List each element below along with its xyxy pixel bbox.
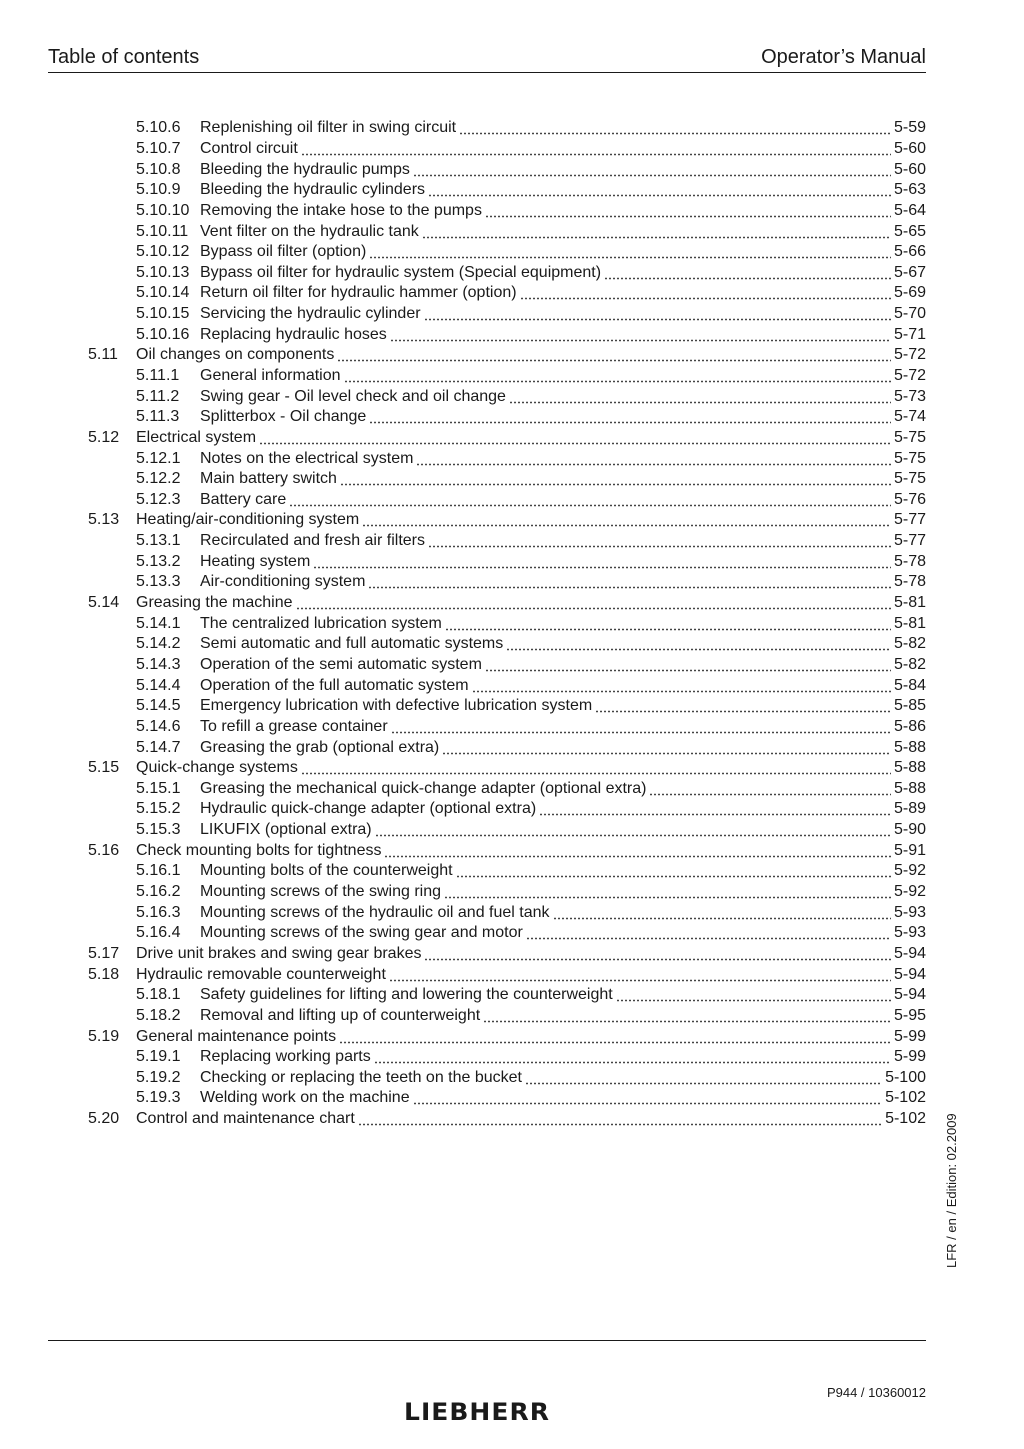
toc-entry-number: 5.11.3 (136, 408, 180, 426)
toc-entry-title: General maintenance points (136, 1027, 337, 1045)
toc-leader-dots (301, 758, 891, 778)
toc-entry-page: 5-100 (885, 1068, 926, 1086)
toc-entry-number: 5.19.3 (136, 1089, 181, 1107)
toc-entry-number: 5.17 (88, 944, 120, 962)
toc-leader-dots (424, 944, 890, 964)
toc-leader-dots (368, 572, 891, 592)
table-of-contents (88, 118, 926, 1129)
toc-entry[interactable] (88, 469, 926, 490)
toc-entry[interactable] (88, 448, 926, 469)
toc-entry[interactable] (88, 1067, 926, 1088)
toc-entry-page: 5-94 (893, 944, 926, 962)
toc-entry-number: 5.16.2 (136, 883, 181, 901)
toc-entry-title: Greasing the machine (136, 594, 293, 612)
toc-entry-number: 5.11 (88, 346, 118, 364)
toc-entry[interactable] (88, 283, 926, 304)
toc-entry-title: Heating/air-conditioning system (136, 511, 360, 529)
toc-leader-dots (344, 366, 891, 386)
toc-entry-number: 5.10.8 (136, 160, 181, 178)
toc-entry[interactable] (88, 386, 926, 407)
toc-entry[interactable] (88, 985, 926, 1006)
toc-entry[interactable] (88, 799, 926, 820)
toc-entry-title: Removal and lifting up of counterweight (200, 1006, 481, 1024)
toc-entry[interactable] (88, 159, 926, 180)
toc-entry[interactable] (88, 779, 926, 800)
toc-entry[interactable] (88, 510, 926, 531)
toc-entry-title: Semi automatic and full automatic systems (200, 635, 504, 653)
toc-entry-title: Mounting screws of the swing ring (200, 883, 441, 901)
toc-entry-page: 5-72 (893, 367, 926, 384)
toc-entry-page: 5-94 (893, 986, 926, 1004)
toc-entry-page: 5-75 (893, 449, 926, 467)
toc-leader-dots (485, 655, 891, 675)
toc-entry[interactable] (88, 1006, 926, 1027)
toc-entry-title: Splitterbox - Oil change (200, 408, 367, 426)
toc-entry-title: LIKUFIX (optional extra) (200, 821, 372, 839)
toc-entry-page: 5-59 (893, 119, 926, 137)
toc-entry-number: 5.13.1 (136, 532, 181, 550)
toc-leader-dots (616, 985, 891, 1005)
toc-entry-title: Vent filter on the hydraulic tank (200, 222, 419, 240)
toc-entry-number: 5.16 (88, 841, 120, 859)
toc-entry-number: 5.19.1 (136, 1048, 181, 1066)
toc-entry-page: 5-84 (893, 676, 926, 694)
toc-entry[interactable] (88, 221, 926, 242)
toc-entry-title: Quick-change systems (136, 759, 298, 777)
toc-entry-number: 5.10.13 (136, 263, 190, 281)
toc-leader-dots (444, 882, 891, 902)
toc-entry-page: 5-67 (893, 263, 926, 281)
toc-entry-page: 5-74 (893, 408, 926, 426)
toc-entry-page: 5-85 (893, 697, 926, 715)
toc-entry-title: Greasing the mechanical quick-change adapter (optional extra) (200, 779, 647, 797)
toc-entry-number: 5.14.5 (136, 697, 181, 715)
toc-entry-title: Notes on the electrical system (200, 449, 414, 467)
toc-leader-dots (389, 965, 891, 985)
toc-entry[interactable] (88, 820, 926, 841)
toc-entry-page: 5-82 (893, 655, 926, 673)
toc-entry-title: Battery care (200, 490, 287, 508)
toc-entry-page: 5-71 (893, 325, 926, 343)
toc-leader-dots (506, 634, 891, 654)
toc-entry-number: 5.11.1 (136, 367, 180, 384)
toc-entry-title: The centralized lubrication system (200, 614, 442, 632)
toc-leader-dots (339, 1027, 891, 1047)
toc-entry[interactable] (88, 634, 926, 655)
toc-entry-page: 5-76 (893, 490, 926, 508)
toc-entry-page: 5-69 (893, 284, 926, 302)
toc-entry[interactable] (88, 1026, 926, 1047)
toc-entry[interactable] (88, 490, 926, 511)
toc-leader-dots (374, 1047, 891, 1067)
toc-entry-page: 5-73 (893, 387, 926, 405)
toc-entry[interactable] (88, 882, 926, 903)
toc-entry-title: Air-conditioning system (200, 573, 366, 591)
toc-leader-dots (472, 676, 891, 696)
toc-entry-number: 5.10.9 (136, 181, 181, 199)
toc-entry[interactable] (88, 139, 926, 160)
toc-entry-number: 5.14.2 (136, 635, 181, 653)
toc-leader-dots (422, 222, 891, 242)
toc-leader-dots (459, 118, 891, 138)
toc-leader-dots (445, 614, 891, 634)
toc-entry-number: 5.10.6 (136, 119, 181, 137)
toc-entry-page: 5-92 (893, 862, 926, 880)
toc-entry-page: 5-95 (893, 1006, 926, 1024)
toc-entry-title: Recirculated and fresh air filters (200, 532, 425, 550)
toc-leader-dots (483, 1006, 891, 1026)
toc-entry[interactable] (88, 551, 926, 572)
toc-entry-page: 5-63 (893, 181, 926, 199)
toc-entry-title: Bypass oil filter for hydraulic system (Special equipment) (200, 263, 602, 281)
toc-entry-title: Control and maintenance chart (136, 1110, 355, 1128)
toc-entry-page: 5-78 (893, 552, 926, 570)
toc-entry-title: Bleeding the hydraulic pumps (200, 160, 410, 178)
toc-entry-title: Emergency lubrication with defective lubrication system (200, 697, 593, 715)
toc-entry[interactable] (88, 593, 926, 614)
toc-entry-number: 5.10.7 (136, 139, 181, 157)
toc-entry-title: Hydraulic quick-change adapter (optional extra) (200, 800, 537, 818)
toc-entry-title: Oil changes on components (136, 346, 335, 364)
toc-leader-dots (358, 1109, 882, 1129)
toc-entry-page: 5-81 (893, 594, 926, 612)
toc-entry[interactable] (88, 1109, 926, 1130)
toc-entry[interactable] (88, 324, 926, 345)
toc-entry-page: 5-94 (893, 965, 926, 983)
toc-entry-page: 5-64 (893, 201, 926, 219)
toc-entry[interactable] (88, 531, 926, 552)
toc-entry[interactable] (88, 180, 926, 201)
toc-entry-number: 5.14.6 (136, 717, 181, 735)
toc-entry[interactable] (88, 407, 926, 428)
toc-entry-page: 5-82 (893, 635, 926, 653)
toc-entry[interactable] (88, 613, 926, 634)
toc-entry-number: 5.15 (88, 759, 120, 777)
toc-leader-dots (413, 160, 891, 180)
toc-entry-page: 5-88 (893, 779, 926, 797)
toc-entry-page: 5-102 (885, 1089, 926, 1107)
toc-entry-title: Main battery switch (200, 470, 337, 488)
toc-entry-number: 5.10.11 (136, 222, 189, 240)
toc-entry-page: 5-66 (893, 243, 926, 261)
toc-leader-dots (296, 593, 891, 613)
toc-entry-number: 5.18 (88, 965, 120, 983)
header-section-title: Table of contents (48, 46, 200, 68)
toc-entry-page: 5-102 (885, 1110, 926, 1128)
toc-leader-dots (337, 345, 891, 365)
toc-leader-dots (649, 779, 890, 799)
toc-leader-dots (456, 861, 891, 881)
toc-leader-dots (369, 242, 891, 262)
toc-leader-dots (520, 283, 891, 303)
toc-entry-title: Bleeding the hydraulic cylinders (200, 181, 426, 199)
toc-entry-number: 5.10.10 (136, 201, 190, 219)
toc-entry[interactable] (88, 345, 926, 366)
toc-leader-dots (391, 717, 891, 737)
toc-entry[interactable] (88, 201, 926, 222)
toc-leader-dots (428, 531, 891, 551)
toc-leader-dots (604, 263, 891, 283)
toc-entry-number: 5.15.3 (136, 821, 181, 839)
toc-entry[interactable] (88, 304, 926, 325)
toc-entry-page: 5-77 (893, 532, 926, 550)
toc-entry-page: 5-93 (893, 924, 926, 942)
toc-leader-dots (525, 1068, 882, 1088)
toc-entry[interactable] (88, 902, 926, 923)
toc-entry-page: 5-89 (893, 800, 926, 818)
toc-entry-page: 5-99 (893, 1027, 926, 1045)
toc-entry-number: 5.12.3 (136, 490, 181, 508)
toc-leader-dots (313, 552, 891, 572)
toc-entry-number: 5.18.1 (136, 986, 181, 1004)
toc-entry[interactable] (88, 840, 926, 861)
toc-entry-number: 5.20 (88, 1110, 120, 1128)
toc-entry[interactable] (88, 428, 926, 449)
toc-entry-number: 5.12 (88, 428, 120, 446)
toc-entry-title: Replenishing oil filter in swing circuit (200, 119, 457, 137)
toc-entry-title: General information (200, 367, 341, 384)
toc-entry-title: Mounting screws of the hydraulic oil and fuel tank (200, 903, 550, 921)
toc-leader-dots (553, 903, 891, 923)
toc-entry-number: 5.14.3 (136, 655, 181, 673)
toc-entry[interactable] (88, 675, 926, 696)
toc-entry-title: Check mounting bolts for tightness (136, 841, 382, 859)
toc-entry-number: 5.13.2 (136, 552, 181, 570)
toc-entry-number: 5.10.16 (136, 325, 190, 343)
toc-entry-page: 5-81 (893, 614, 926, 632)
toc-entry-number: 5.12.1 (136, 449, 181, 467)
toc-entry-page: 5-78 (893, 573, 926, 591)
toc-leader-dots (259, 428, 891, 448)
toc-entry-page: 5-72 (893, 346, 926, 364)
toc-entry-number: 5.10.15 (136, 305, 190, 323)
toc-entry-page: 5-88 (893, 759, 926, 777)
toc-entry-title: Swing gear - Oil level check and oil change (200, 387, 506, 405)
toc-entry-title: Greasing the grab (optional extra) (200, 738, 440, 756)
toc-entry-title: Drive unit brakes and swing gear brakes (136, 944, 422, 962)
toc-leader-dots (539, 799, 891, 819)
toc-entry-title: Heating system (200, 552, 311, 570)
page-header (48, 40, 926, 73)
toc-entry[interactable] (88, 964, 926, 985)
toc-leader-dots (375, 820, 891, 840)
toc-leader-dots (384, 841, 891, 861)
toc-entry-title: Checking or replacing the teeth on the bucket (200, 1068, 522, 1086)
toc-entry-title: Control circuit (200, 139, 298, 157)
toc-entry-title: Removing the intake hose to the pumps (200, 201, 482, 219)
toc-entry[interactable] (88, 1088, 926, 1109)
toc-leader-dots (340, 469, 891, 489)
toc-entry-title: Mounting bolts of the counterweight (200, 862, 453, 880)
toc-entry-page: 5-60 (893, 160, 926, 178)
toc-entry[interactable] (88, 923, 926, 944)
toc-leader-dots (595, 696, 891, 716)
toc-entry[interactable] (88, 717, 926, 738)
header-manual-title: Operator’s Manual (761, 46, 926, 68)
toc-entry-page: 5-75 (893, 470, 926, 488)
document-number: P944 / 10360012 (826, 1385, 926, 1400)
toc-leader-dots (416, 449, 891, 469)
toc-entry-number: 5.16.1 (136, 862, 181, 880)
toc-entry-page: 5-60 (893, 139, 926, 157)
liebherr-logo: LIEBHERR (404, 1398, 550, 1426)
toc-entry-number: 5.10.12 (136, 243, 190, 261)
toc-entry-number: 5.14.4 (136, 676, 181, 694)
toc-entry-page: 5-90 (893, 821, 926, 839)
toc-entry-page: 5-92 (893, 883, 926, 901)
toc-entry-title: Safety guidelines for lifting and lowering the counterweight (200, 986, 613, 1004)
toc-entry-title: Bypass oil filter (option) (200, 243, 367, 261)
toc-leader-dots (526, 923, 891, 943)
edition-note: LFR / en / Edition: 02.2009 (944, 1113, 959, 1268)
toc-entry-page: 5-99 (893, 1048, 926, 1066)
toc-entry-number: 5.15.2 (136, 800, 181, 818)
footer-rule (48, 1340, 926, 1341)
toc-entry[interactable] (88, 861, 926, 882)
toc-entry-title: Welding work on the machine (200, 1089, 410, 1107)
toc-leader-dots (442, 738, 891, 758)
toc-entry-number: 5.18.2 (136, 1006, 181, 1024)
toc-entry-title: Return oil filter for hydraulic hammer (option) (200, 284, 517, 302)
toc-leader-dots (428, 180, 891, 200)
toc-entry-title: Electrical system (136, 428, 257, 446)
toc-entry-page: 5-70 (893, 305, 926, 323)
toc-entry[interactable] (88, 572, 926, 593)
toc-entry-title: To refill a grease container (200, 717, 388, 735)
toc-entry-number: 5.15.1 (136, 779, 181, 797)
toc-entry[interactable] (88, 655, 926, 676)
toc-entry[interactable] (88, 242, 926, 263)
toc-entry[interactable] (88, 758, 926, 779)
toc-entry-title: Replacing working parts (200, 1048, 371, 1066)
toc-entry[interactable] (88, 366, 926, 387)
toc-entry-page: 5-77 (893, 511, 926, 529)
toc-entry-page: 5-91 (893, 841, 926, 859)
toc-entry-number: 5.19 (88, 1027, 120, 1045)
toc-entry[interactable] (88, 262, 926, 283)
toc-entry-title: Operation of the semi automatic system (200, 655, 482, 673)
toc-entry[interactable] (88, 944, 926, 965)
toc-leader-dots (390, 325, 891, 345)
toc-leader-dots (509, 387, 891, 407)
toc-entry-title: Mounting screws of the swing gear and motor (200, 924, 523, 942)
toc-entry-number: 5.14 (88, 594, 120, 612)
toc-entry-number: 5.13 (88, 511, 120, 529)
toc-entry[interactable] (88, 696, 926, 717)
toc-entry-number: 5.16.3 (136, 903, 181, 921)
toc-entry-number: 5.13.3 (136, 573, 181, 591)
toc-entry-number: 5.10.14 (136, 284, 190, 302)
toc-entry-number: 5.12.2 (136, 470, 181, 488)
toc-entry-number: 5.16.4 (136, 924, 181, 942)
toc-entry-title: Hydraulic removable counterweight (136, 965, 386, 983)
toc-entry-page: 5-65 (893, 222, 926, 240)
toc-entry-page: 5-86 (893, 717, 926, 735)
toc-entry-number: 5.11.2 (136, 387, 180, 405)
toc-entry[interactable] (88, 118, 926, 139)
toc-leader-dots (369, 407, 891, 427)
toc-entry-number: 5.14.1 (136, 614, 181, 632)
toc-leader-dots (362, 510, 891, 530)
toc-entry-number: 5.19.2 (136, 1068, 181, 1086)
toc-entry[interactable] (88, 1047, 926, 1068)
toc-leader-dots (485, 201, 891, 221)
toc-entry-page: 5-93 (893, 903, 926, 921)
toc-entry-number: 5.14.7 (136, 738, 181, 756)
toc-entry[interactable] (88, 737, 926, 758)
toc-entry-title: Operation of the full automatic system (200, 676, 469, 694)
toc-entry-page: 5-75 (893, 428, 926, 446)
toc-entry-title: Servicing the hydraulic cylinder (200, 305, 421, 323)
toc-leader-dots (424, 304, 891, 324)
toc-leader-dots (301, 139, 891, 159)
toc-leader-dots (289, 490, 891, 510)
toc-entry-page: 5-88 (893, 738, 926, 756)
toc-leader-dots (413, 1088, 882, 1108)
toc-entry-title: Replacing hydraulic hoses (200, 325, 387, 343)
